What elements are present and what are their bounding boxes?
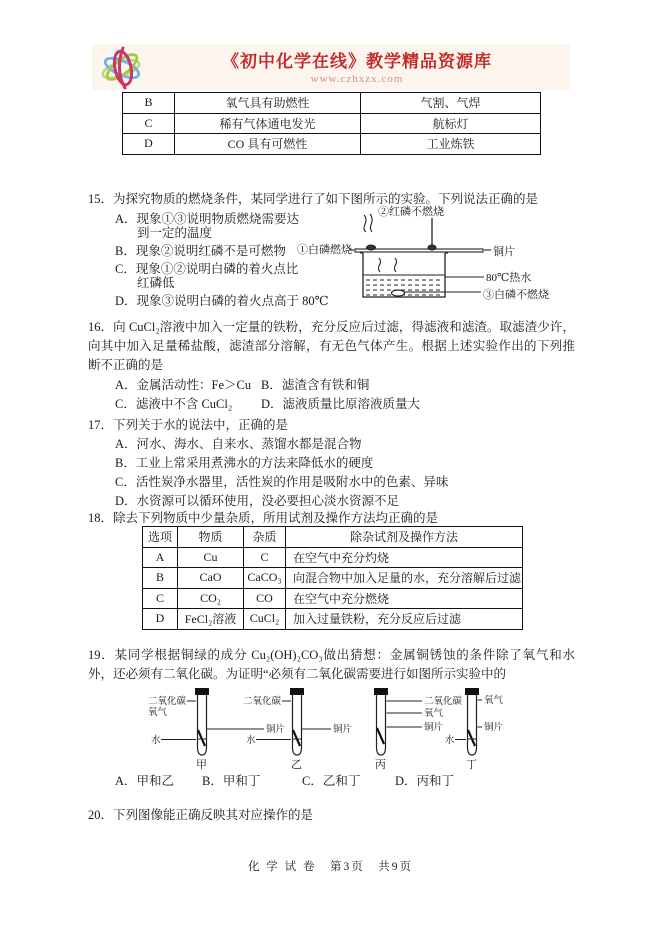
q15-option-a-wrap: 到一定的温度 — [137, 226, 213, 240]
white-p-burn-label: ①白磷燃烧 — [297, 244, 352, 256]
smoke-icon — [364, 214, 372, 232]
test-tube-yi — [243, 688, 353, 771]
table-row — [123, 113, 541, 134]
gas-label: 氧气 — [484, 696, 504, 706]
hot-water-label: 80℃热水 — [486, 272, 532, 284]
q16-option-b: B．滤渣含有铁和铜 — [261, 378, 370, 392]
copper-label: 铜片 — [333, 725, 353, 735]
copper-label: 铜片 — [484, 723, 504, 733]
white-phosphorus-blob — [367, 245, 376, 250]
table-row — [143, 568, 523, 589]
header-cell: 除杂试剂及操作方法 — [286, 527, 523, 548]
impurity-cell: CaCO₃ — [244, 568, 286, 589]
stopper-icon — [290, 688, 304, 695]
q18-stem: 18．除去下列物质中少量杂质，所用试剂及操作方法均正确的是 — [88, 511, 439, 525]
stopper-icon — [465, 688, 479, 695]
water-label: 水 — [246, 736, 256, 746]
property-cell: CO 具有可燃性 — [175, 134, 361, 155]
q18-purification-table — [142, 526, 523, 630]
test-tube — [198, 695, 207, 755]
method-cell: 在空气中充分燃烧 — [286, 588, 523, 609]
use-cell: 气割、气焊 — [361, 93, 541, 114]
q19-option-a: A．甲和乙 — [115, 774, 175, 788]
q15-option-c: C．现象①②说明白磷的着火点比 — [115, 262, 299, 276]
table-row — [143, 609, 523, 630]
water-label: 水 — [151, 736, 161, 746]
tube-name: 丁 — [466, 759, 477, 771]
method-cell: 向混合物中加入足量的水，充分溶解后过滤 — [286, 568, 523, 589]
stopper-icon — [374, 688, 388, 695]
substance-cell: Cu — [178, 547, 244, 568]
q16-option-a: A．金属活动性：Fe＞Cu — [115, 378, 252, 392]
test-tube-bing — [374, 688, 463, 771]
q15-stem: 15．为探究物质的燃烧条件，某同学进行了如下图所示的实验。下列说法正确的是 — [88, 192, 539, 206]
copper-sheet-label: 铜片 — [493, 246, 515, 258]
table-header-row — [143, 527, 523, 548]
q15-option-d: D．现象③说明白磷的着火点高于 80℃ — [115, 294, 329, 308]
table-row — [123, 134, 541, 155]
gas-label: 氧气 — [424, 709, 444, 719]
impurity-cell: C — [244, 547, 286, 568]
q19-stem: 19．某同学根据铜绿的成分 Cu₂(OH)₂CO₃做出猜想：金属铜锈蚀的条件除了氧气和水外，还必须有二氧化碳。为证明“必须有二氧化碳需要进行如图所示实验中的 — [88, 648, 575, 681]
option-letter: C — [143, 588, 178, 609]
test-tube — [468, 695, 477, 755]
q19-test-tubes-diagram — [130, 686, 590, 776]
substance-cell: CaO — [178, 568, 244, 589]
table-row — [143, 547, 523, 568]
impurity-cell: CO — [244, 588, 286, 609]
white-phosphorus-underwater-blob — [392, 290, 405, 296]
q19-option-c: C．乙和丁 — [302, 774, 361, 788]
red-phosphorus-blob — [428, 245, 436, 250]
method-cell: 在空气中充分灼烧 — [286, 547, 523, 568]
q15-burning-experiment-diagram — [296, 202, 568, 302]
option-letter: D — [123, 134, 175, 155]
header-cell: 选项 — [143, 527, 178, 548]
tube-name: 丙 — [375, 759, 386, 771]
tube-name: 乙 — [291, 759, 302, 771]
gas-label: 二氧化碳 — [424, 697, 463, 707]
gas-label: 二氧化碳 — [243, 697, 282, 707]
q17-option-c: C．活性炭净水器里，活性炭的作用是吸附水中的色素、异味 — [115, 475, 449, 489]
site-title: 《初中化学在线》教学精品资源库 — [222, 52, 492, 71]
red-p-label: ②红磷不燃烧 — [378, 206, 444, 218]
q17-option-d: D．水资源可以循环使用，没必要担心淡水资源不足 — [115, 494, 400, 508]
q17-option-a: A．河水、海水、自来水、蒸馏水都是混合物 — [115, 437, 362, 451]
top-answer-table — [122, 92, 541, 155]
use-cell: 工业炼铁 — [361, 134, 541, 155]
water-label: 水 — [445, 736, 455, 746]
test-tube — [293, 695, 302, 755]
q16-option-d: D．滤液质量比原溶液质量大 — [261, 397, 421, 411]
option-letter: C — [123, 113, 175, 134]
gas-label: 二氧化碳 — [148, 697, 187, 707]
page-footer: 化 学 试 卷 第3页 共9页 — [247, 861, 414, 873]
option-letter: B — [123, 93, 175, 114]
test-tube — [377, 695, 386, 755]
stopper-icon — [195, 688, 209, 695]
tube-name: 甲 — [196, 759, 207, 771]
option-letter: B — [143, 568, 178, 589]
q15-option-c-wrap: 红磷低 — [137, 276, 175, 290]
q16-stem: 16．向 CuCl₂溶液中加入一定量的铁粉，充分反应后过滤，得滤液和滤渣。取滤渣少许，向其中加入足量稀盐酸，滤渣部分溶解，有无色气体产生。根据上述实验作出的下列推断不正确的是 — [88, 320, 575, 372]
property-cell: 氧气具有助燃性 — [175, 93, 361, 114]
impurity-cell: CuCl₂ — [244, 609, 286, 630]
white-p-noburn-label: ③白磷不燃烧 — [483, 289, 549, 301]
copper-label: 铜片 — [424, 723, 444, 733]
option-letter: D — [143, 609, 178, 630]
method-cell: 加入过量铁粉，充分反应后过滤 — [286, 609, 523, 630]
substance-cell: FeCl₂溶液 — [178, 609, 244, 630]
property-cell: 稀有气体通电发光 — [175, 113, 361, 134]
substance-cell: CO₂ — [178, 588, 244, 609]
table-row — [123, 93, 541, 114]
header-cell: 物质 — [178, 527, 244, 548]
q16-option-c: C．滤液中不含 CuCl₂ — [115, 397, 233, 411]
q17-option-b: B．工业上常采用煮沸水的方法来降低水的硬度 — [115, 456, 374, 470]
q19-option-b: B．甲和丁 — [202, 774, 261, 788]
table-row — [143, 588, 523, 609]
option-letter: A — [143, 547, 178, 568]
site-logo-icon — [96, 44, 148, 92]
copper-label: 铜片 — [266, 725, 286, 735]
q19-option-d: D．丙和丁 — [395, 774, 455, 788]
gas-label: 氧气 — [148, 708, 168, 718]
q17-stem: 17．下列关于水的说法中，正确的是 — [88, 418, 289, 432]
site-url: www.czhxzx.com — [310, 73, 404, 85]
q15-option-a: A．现象①③说明物质燃烧需要达 — [115, 212, 300, 226]
q15-option-b: B．现象②说明红磷不是可燃物 — [115, 244, 286, 258]
header-cell: 杂质 — [244, 527, 286, 548]
use-cell: 航标灯 — [361, 113, 541, 134]
q20-stem: 20．下列图像能正确反映其对应操作的是 — [88, 808, 314, 822]
site-header — [92, 44, 570, 90]
